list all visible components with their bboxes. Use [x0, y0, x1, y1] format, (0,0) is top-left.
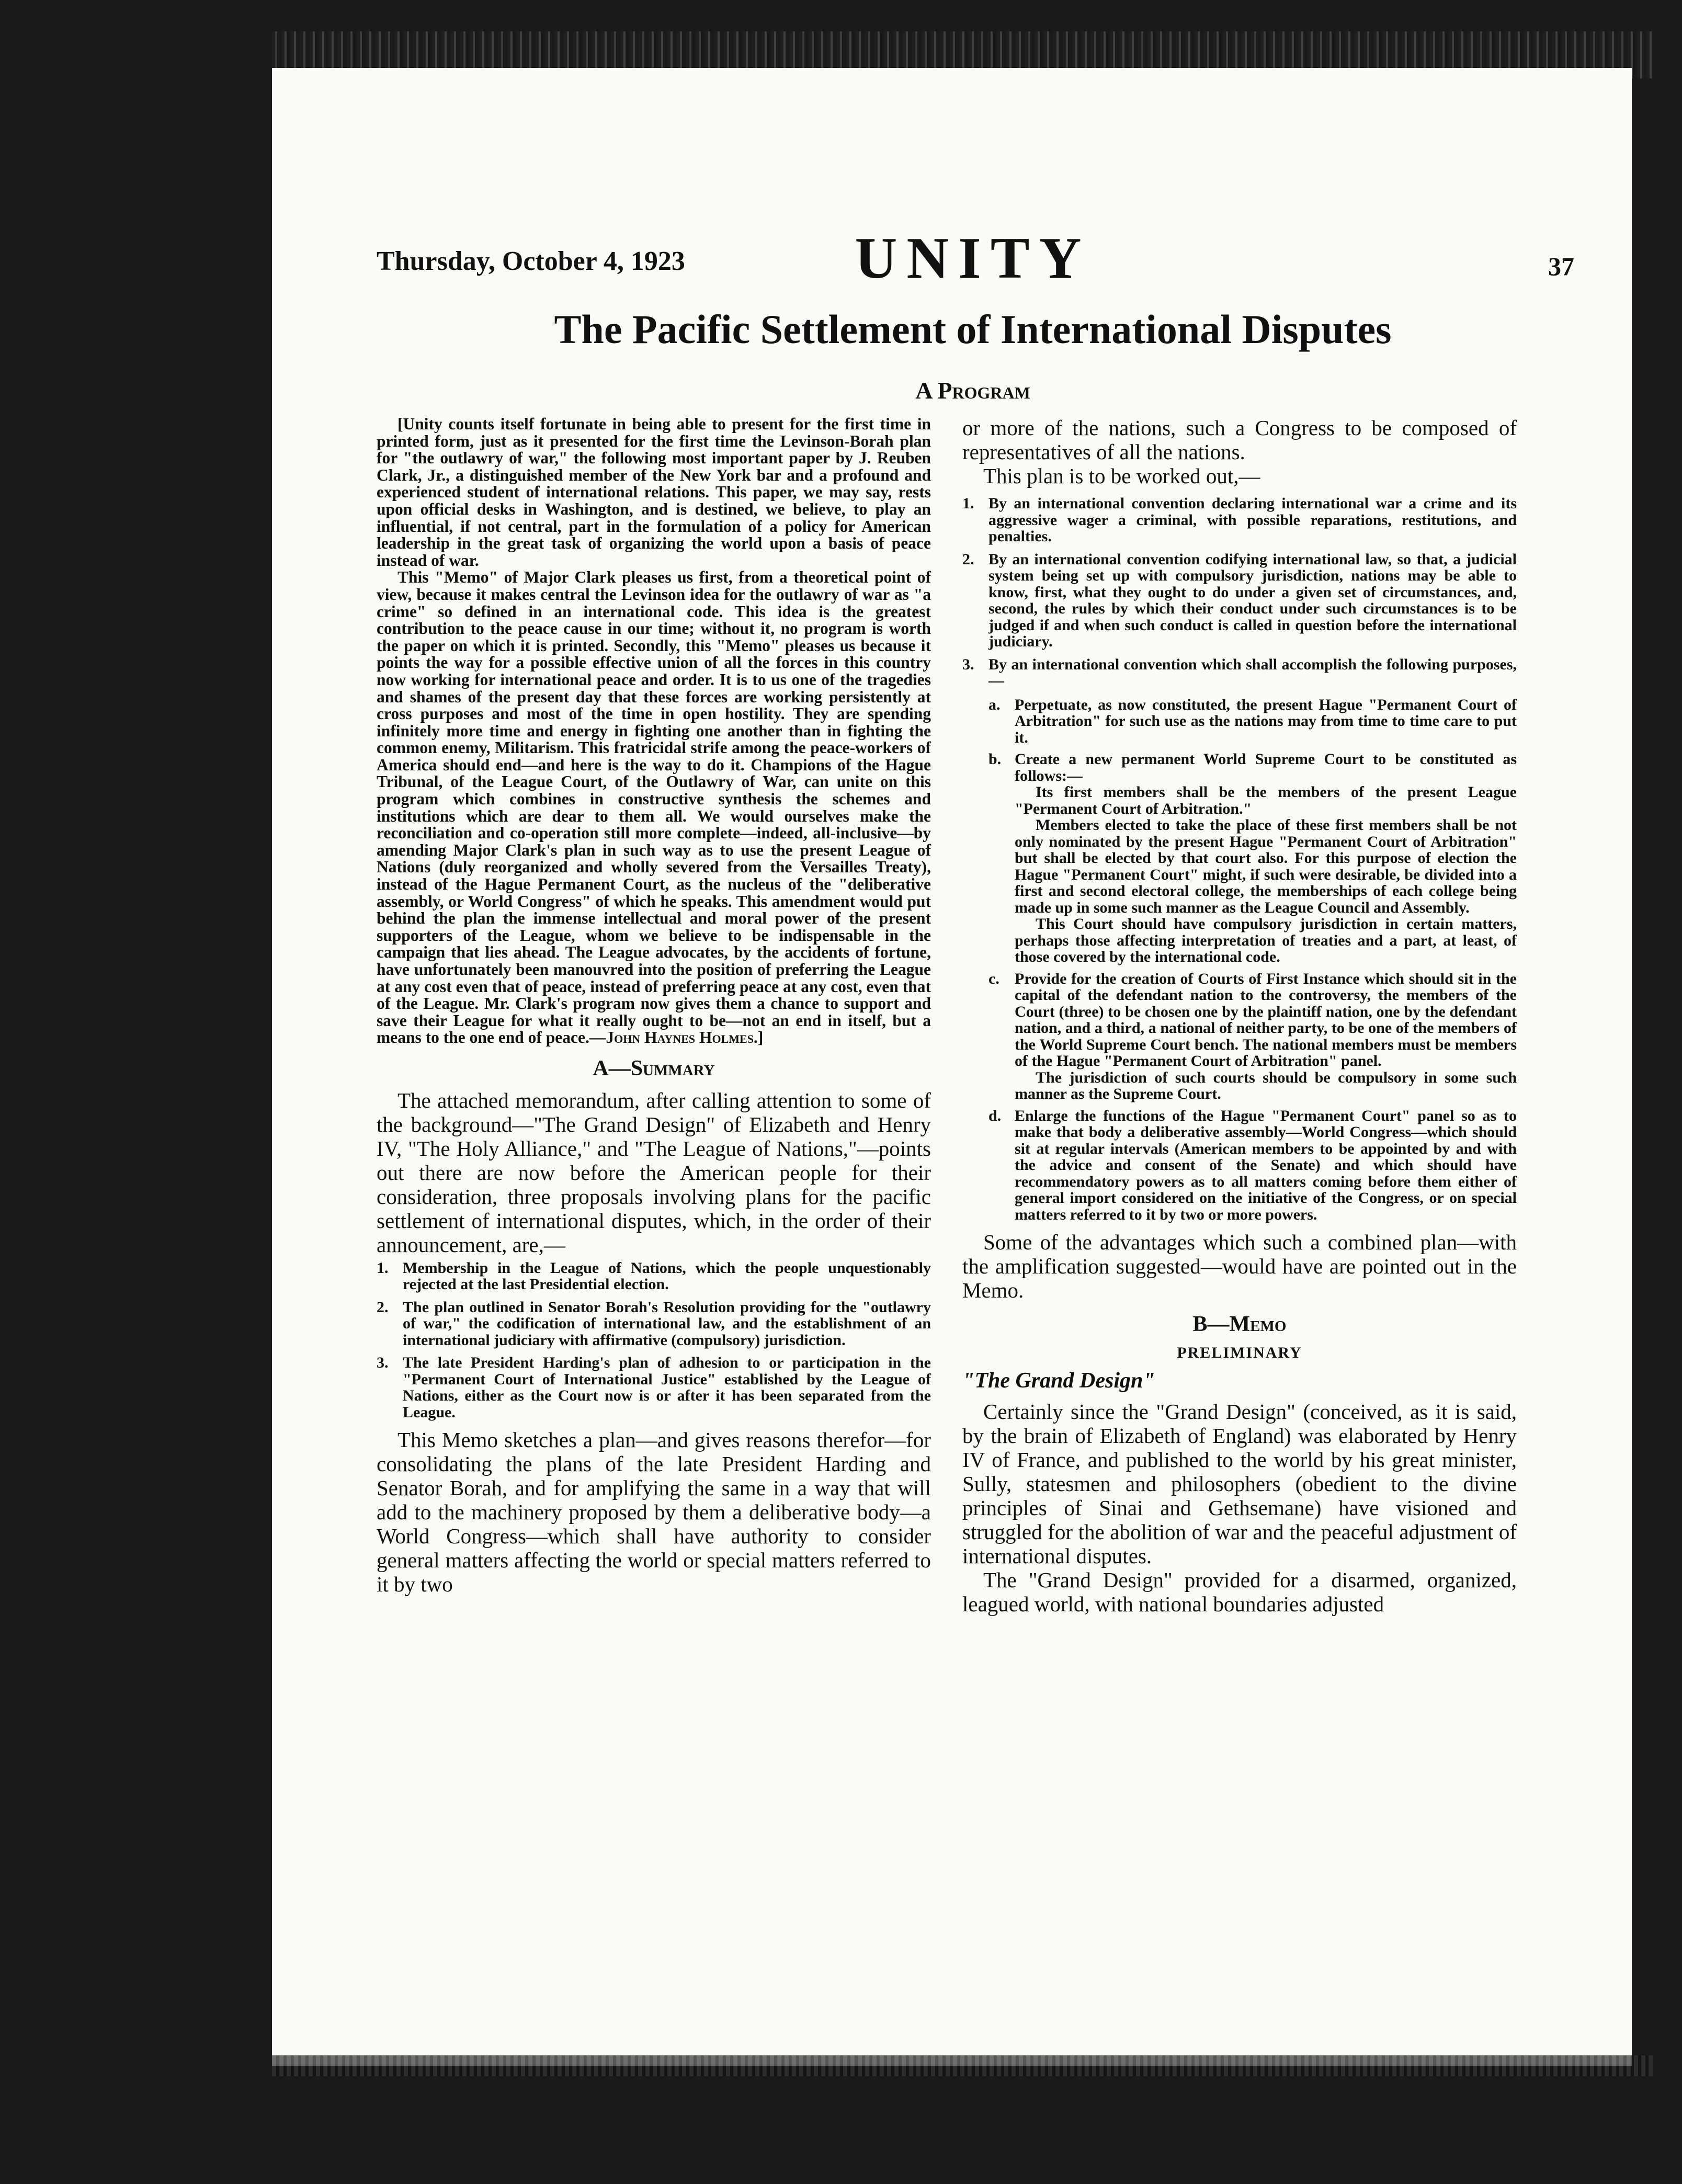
grand-design-heading: "The Grand Design" [962, 1369, 1155, 1393]
list-item [962, 751, 1517, 965]
summary-paragraph: This Memo sketches a plan—and gives reasons therefor—for consolidating the plans of the late President Harding and Senator Borah, and for amplifying the same in a way that will add to the machinery proposed by them a deliberative body—a World Congress—which shall have authority to consider general matters affecting the world or special matters referred to it by two [377, 1428, 931, 1597]
left-column [377, 416, 931, 1596]
list-item [962, 495, 1517, 545]
proposals-list [377, 1260, 931, 1421]
list-item-text: Enlarge the functions of the Hague "Permanent Court" panel so as to make that body a deliberative assembly—World Congress—which should sit at regular intervals (American members to be appointed by and with the advice and consent of the Senate) and which should have recommendatory powers as to all matters coming before them either of general import considered on the initiative of the Congress, or on special matters referred to it by two or more powers. [1015, 1107, 1517, 1223]
article-subtitle: A Program [915, 377, 1030, 404]
summary-heading: A—Summary [593, 1056, 715, 1080]
list-item-paragraph: The jurisdiction of such courts should be compulsory in some such manner as the Supreme Court. [1015, 1068, 1517, 1102]
list-item [377, 1299, 931, 1349]
list-item-text: Create a new permanent World Supreme Court to be constituted as follows:— [1015, 750, 1517, 784]
list-item-letter: d. [988, 1107, 1002, 1124]
list-item-letter: a. [988, 696, 1001, 713]
list-item-number: 1. [962, 495, 974, 512]
list-item [962, 971, 1517, 1102]
list-item-paragraph: Members elected to take the place of these first members shall be not only nominated by the present Hague "Permanent Court of Arbitration" but shall be elected by that court also. For this purpose of election the Hague "Permanent Court" might, if such were desirable, be divided into a first and second electoral college, the memberships of each college being made up in some such manner as the League Council and Assembly. [1015, 816, 1517, 916]
issue-date: Thursday, October 4, 1923 [377, 246, 685, 276]
list-item-number: 2. [962, 550, 974, 568]
list-item [962, 551, 1517, 650]
page-header [377, 225, 1574, 298]
publication-title: UNITY [855, 226, 1091, 291]
right-column [962, 416, 1517, 1616]
summary-body-continued [377, 1428, 931, 1596]
editor-intro [377, 416, 931, 1046]
summary-body [377, 1088, 931, 1257]
purposes-list [962, 697, 1517, 1223]
list-item-text: Perpetuate, as now constituted, the present Hague "Permanent Court of Arbitration" for such use as the nations may from time to time care to put it. [1015, 696, 1517, 746]
page-number: 37 [1548, 252, 1574, 281]
scan-edge-bottom [272, 2055, 1653, 2076]
list-item-text: Provide for the creation of Courts of First Instance which should sit in the capital of the defendant nation to the controversy, the members of the Court (three) to be chosen one by the plaintiff nation, one by the defendant nation, and a third, a national of neither party, to be one of the members of the World Supreme Court bench. The national members must be members of the Hague "Permanent Court of Arbitration" panel. [1015, 970, 1517, 1070]
intro-paragraph: [Unity counts itself fortunate in being able to present for the first time in printed form, just as it presented for the first time the Levinson-Borah plan for "the outlawry of war," the following most important paper by J. Reuben Clark, Jr., a distinguished member of the New York bar and a profound and experienced student of international relations. This paper, we may say, rests upon official desks in Washington, and is destined, we believe, to play an influential, if not central, part in the formulation of a policy for American leadership in the great task of organizing the world upon a basis of peace instead of war. [377, 415, 931, 570]
list-item-letter: c. [988, 970, 999, 987]
advantages-body [962, 1230, 1517, 1302]
intro-paragraph-text: This "Memo" of Major Clark pleases us first, from a theoretical point of view, because it makes central the Levinson idea for the outlawry of war as "a crime" so defined in an international code. This idea is the greatest contribution to the peace cause in our time; without it, no program is worth the paper on which it is printed. Secondly, this "Memo" pleases us because it points the way for a possible effective union of all the forces in this country now working for international peace and order. It is to us one of the tragedies and shames of the present day that these forces are working persistently at cross purposes and most of the time in open hostility. They are spending infinitely more time and energy in fighting one another than in fighting the common enemy, Militarism. This fratricidal strife among the peace-workers of America should end—and here is the way to do it. Champions of the Hague Tribunal, of the League Court, of the Outlawry of War, can unite on this program which combines in constructive synthesis the schemes and institutions which are dear to them all. We would ourselves make the reconciliation and co-operation still more complete—indeed, all-inclusive—by amending Major Clark's plan in such way as to use the present League of Nations (duly reorganized and wholly severed from the Versailles Treaty), instead of the Hague Permanent Court, as the nucleus of the "deliberative assembly, or World Congress" of which he speaks. This amendment would put behind the plan the immense intellectual and moral power of the present supporters of the League, whom we believe to be indispensable in the campaign that lies ahead. The League advocates, by the accidents of fortune, have unfortunately been manouvred into the position of preferring the League at any cost even that of peace, instead of preferring peace at any cost, even that of the League. Mr. Clark's program now gives them a chance to support and save their League for what it really ought to be—not an end in itself, but a means to the one end of peace.— [377, 568, 931, 1047]
list-item [962, 1108, 1517, 1223]
article-title: The Pacific Settlement of International Disputes [554, 306, 1392, 352]
list-item [377, 1355, 931, 1420]
list-item [377, 1260, 931, 1293]
list-item-number: 2. [377, 1298, 389, 1316]
summary-paragraph: The attached memorandum, after calling attention to some of the background—"The Grand Design" of Elizabeth and Henry IV, "The Holy Alliance," and "The League of Nations,"—points out there are now before the American people for their consideration, three proposals involving plans for the pacific settlement of international disputes, which, in the order of their announcement, are,— [377, 1088, 931, 1257]
list-item-text: By an international convention which shall accomplish the following purposes,— [988, 655, 1517, 689]
grand-design-paragraph: The "Grand Design" provided for a disarmed, organized, leagued world, with national boundaries adjusted [962, 1568, 1517, 1616]
list-item-text: By an international convention codifying international law, so that, a judicial system being set up with compulsory jurisdiction, nations may be able to know, first, what they ought to do under a given set of circumstances, and, second, the rules by which their conduct under such circumstances is to be judged if and when such conduct is called in question before the international judiciary. [988, 550, 1517, 650]
list-item-paragraph: This Court should have compulsory jurisdiction in certain matters, perhaps those affecting interpretation of treaties and a part, at least, of those covered by the international code. [1015, 915, 1517, 965]
plan-intro: This plan is to be worked out,— [983, 464, 1260, 488]
list-item-text: The plan outlined in Senator Borah's Resolution providing for the "outlawry of war," the codification of international law, and the establishment of an international judiciary with affirmative (compulsory) jurisdiction. [403, 1298, 931, 1349]
list-item-paragraph: Its first members shall be the members of the present League "Permanent Court of Arbitration." [1015, 783, 1517, 817]
list-item-number: 1. [377, 1259, 389, 1277]
grand-design-paragraph: Certainly since the "Grand Design" (conceived, as it is said, by the brain of Elizabeth of England) was elaborated by Henry IV of France, and published to the world by his great minister, Sully, statesmen and philosophers (obedient to the divine principles of Sinai and Gethsemane) have visioned and struggled for the abolition of war and the peaceful adjustment of international disputes. [962, 1400, 1517, 1568]
intro-paragraph [377, 569, 931, 1046]
list-item-letter: b. [988, 750, 1002, 768]
list-item-text: Membership in the League of Nations, which the people unquestionably rejected at the last Presidential election. [403, 1259, 931, 1293]
intro-signature: John Haynes Holmes.] [606, 1028, 764, 1047]
list-item-number: 3. [377, 1354, 389, 1372]
list-item-text: The late President Harding's plan of adhesion to or participation in the "Permanent Court of International Justice" established by the League of Nations, either as the Court now is or after it has been separated from the League. [403, 1354, 931, 1421]
list-item-number: 3. [962, 655, 974, 673]
preliminary-heading: PRELIMINARY [1177, 1344, 1302, 1361]
memo-heading: B—Memo [1192, 1312, 1287, 1336]
list-item-text: By an international convention declaring international war a crime and its aggressive wager a criminal, with possible reparations, restitutions, and penalties. [988, 495, 1517, 545]
grand-design-body [962, 1400, 1517, 1616]
list-item [962, 697, 1517, 746]
right-intro [962, 416, 1517, 488]
newspaper-page [272, 68, 1632, 2066]
advantages-paragraph: Some of the advantages which such a combined plan—with the amplification suggested—would have are pointed out in the Memo. [962, 1230, 1517, 1302]
plan-list [962, 495, 1517, 689]
list-item [962, 656, 1517, 689]
continued-paragraph: or more of the nations, such a Congress to be composed of representatives of all the nations. [962, 416, 1517, 464]
